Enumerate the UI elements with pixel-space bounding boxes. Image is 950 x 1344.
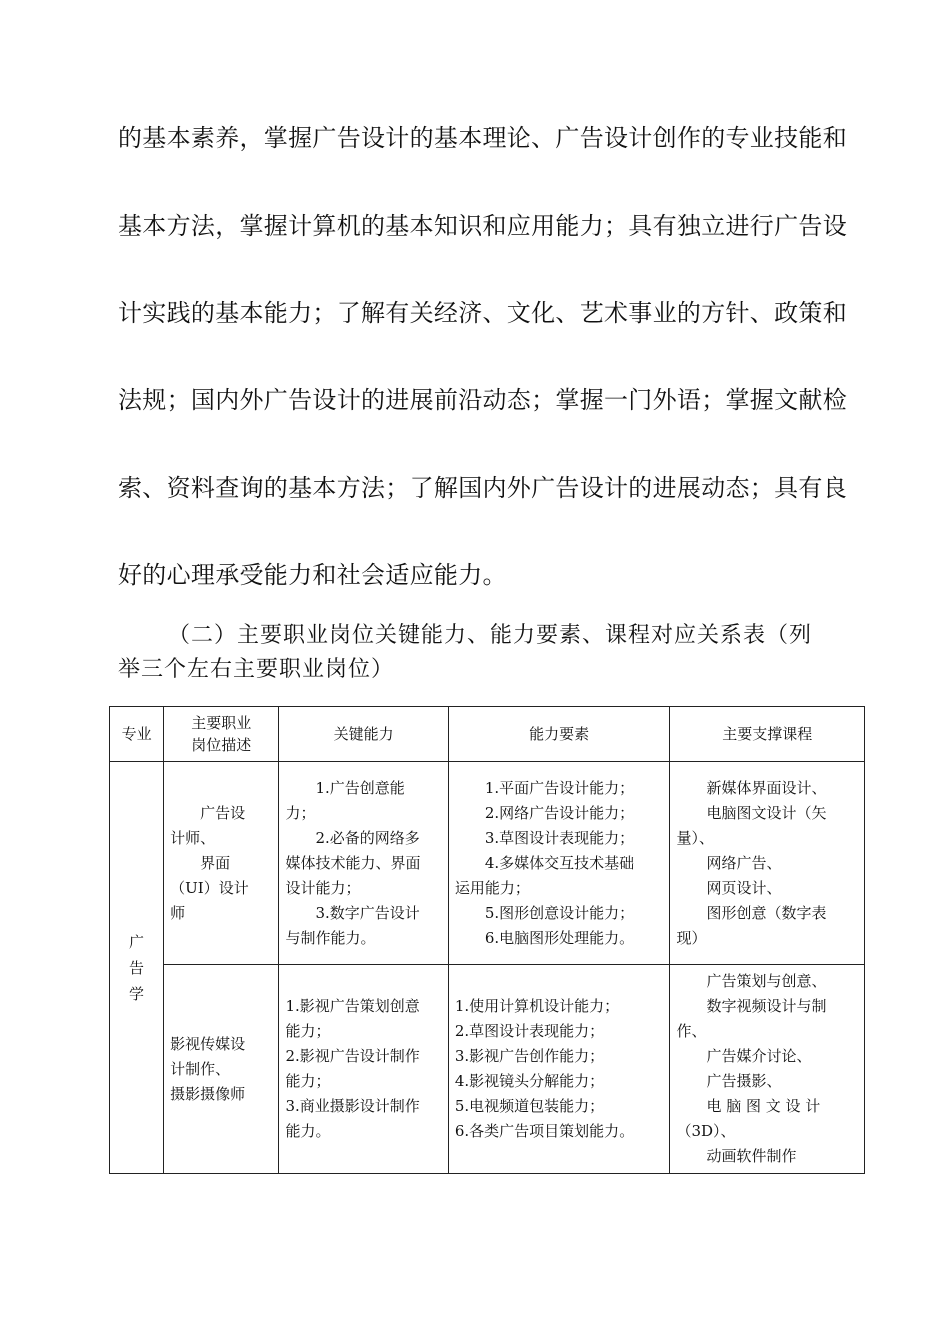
key-line: 能力；: [285, 1072, 331, 1090]
course-line: 图形创意（数字表: [706, 903, 827, 922]
element-line: 1.使用计算机设计能力；: [454, 997, 620, 1015]
key-line: 1.影视广告策划创意: [285, 997, 420, 1015]
course-line: 电 脑 图 文 设 计: [706, 1097, 821, 1115]
element-line: 2.网络广告设计能力；: [484, 803, 635, 822]
course-line: 现）: [676, 928, 707, 947]
course-line: 作、: [676, 1022, 707, 1040]
header-elements: 能力要素: [448, 707, 670, 762]
post-line: 计制作、: [170, 1059, 231, 1078]
body-line: 的基本素养，掌握广告设计的基本理论、广告设计创作的专业技能和: [118, 124, 847, 152]
course-line: 动画软件制作: [706, 1147, 797, 1165]
key-line: 能力；: [285, 1022, 331, 1040]
course-line: （3D）、: [676, 1122, 736, 1140]
element-line: 4.影视镜头分解能力；: [454, 1072, 605, 1090]
element-line: 3.影视广告创作能力；: [454, 1047, 605, 1065]
key-line: 媒体技术能力、界面: [285, 853, 421, 872]
post-line: 广告设: [200, 803, 246, 822]
post-cell: [164, 965, 279, 1174]
element-line: 6.各类广告项目策划能力。: [454, 1122, 635, 1140]
course-line: 网络广告、: [706, 853, 782, 872]
post-line: 计师、: [170, 828, 216, 847]
course-line: 广告策划与创意、: [706, 972, 827, 990]
body-line: 法规；国内外广告设计的进展前沿动态；掌握一门外语；掌握文献检: [118, 386, 847, 414]
section-heading-line: （二）主要职业岗位关键能力、能力要素、课程对应关系表（列: [168, 623, 813, 648]
course-line: 量）、: [676, 828, 714, 847]
body-line: 基本方法，掌握计算机的基本知识和应用能力；具有独立进行广告设: [118, 212, 847, 240]
key-line: 设计能力；: [285, 878, 361, 897]
key-ability-cell: [279, 762, 448, 965]
key-line: 2.影视广告设计制作: [285, 1047, 420, 1065]
key-line: 2.必备的网络多: [315, 828, 420, 847]
course-line: 网页设计、: [706, 878, 782, 897]
elements-cell: [448, 965, 670, 1174]
element-line: 2.草图设计表现能力；: [454, 1022, 605, 1040]
element-line: 5.电视频道包装能力；: [454, 1097, 605, 1115]
elements-cell: [448, 762, 670, 965]
element-line: 6.电脑图形处理能力。: [484, 928, 635, 947]
body-line: 好的心理承受能力和社会适应能力。: [118, 561, 507, 589]
element-line: 4.多媒体交互技术基础: [484, 853, 635, 872]
element-line: 运用能力；: [454, 878, 530, 897]
major-cell: [110, 762, 164, 1174]
courses-cell: [670, 762, 865, 965]
header-major: 专业: [110, 707, 164, 762]
courses-cell: [670, 965, 865, 1174]
body-line: 索、资料查询的基本方法；了解国内外广告设计的进展动态；具有良: [118, 474, 847, 502]
section-heading: [118, 619, 848, 687]
key-line: 3.商业摄影设计制作: [285, 1097, 420, 1115]
major-name: 广告学: [129, 932, 145, 1003]
course-line: 广告摄影、: [706, 1072, 782, 1090]
section-heading-line: 举三个左右主要职业岗位）: [118, 657, 395, 682]
header-post-line: 主要职业: [191, 714, 252, 732]
key-line: 能力。: [285, 1122, 331, 1140]
post-cell: [164, 762, 279, 965]
header-key-ability: 关键能力: [279, 707, 448, 762]
post-line: 师: [170, 903, 186, 922]
element-line: 1.平面广告设计能力；: [484, 778, 635, 797]
key-line: 力；: [285, 803, 316, 822]
post-line: 影视传媒设: [170, 1034, 246, 1053]
table-row: [110, 762, 865, 965]
course-line: 电脑图文设计（矢: [706, 803, 827, 822]
body-line: 计实践的基本能力；了解有关经济、文化、艺术事业的方针、政策和: [118, 299, 847, 327]
post-line: 摄影摄像师: [170, 1084, 246, 1103]
header-post-line: 岗位描述: [191, 736, 252, 754]
course-line: 新媒体界面设计、: [706, 778, 827, 797]
header-post: [164, 707, 279, 762]
post-line: 界面: [200, 853, 231, 872]
post-line: （UI）设计: [170, 878, 249, 897]
header-courses: 主要支撑课程: [670, 707, 865, 762]
element-line: 3.草图设计表现能力；: [484, 828, 635, 847]
table-row: [110, 965, 865, 1174]
key-line: 与制作能力。: [285, 928, 376, 947]
ability-course-table: [109, 706, 865, 1174]
element-line: 5.图形创意设计能力；: [484, 903, 635, 922]
key-line: 1.广告创意能: [315, 778, 405, 797]
key-ability-cell: [279, 965, 448, 1174]
course-line: 广告媒介讨论、: [706, 1047, 812, 1065]
course-line: 数字视频设计与制: [706, 997, 827, 1015]
key-line: 3.数字广告设计: [315, 903, 420, 922]
table-header-row: [110, 707, 865, 762]
